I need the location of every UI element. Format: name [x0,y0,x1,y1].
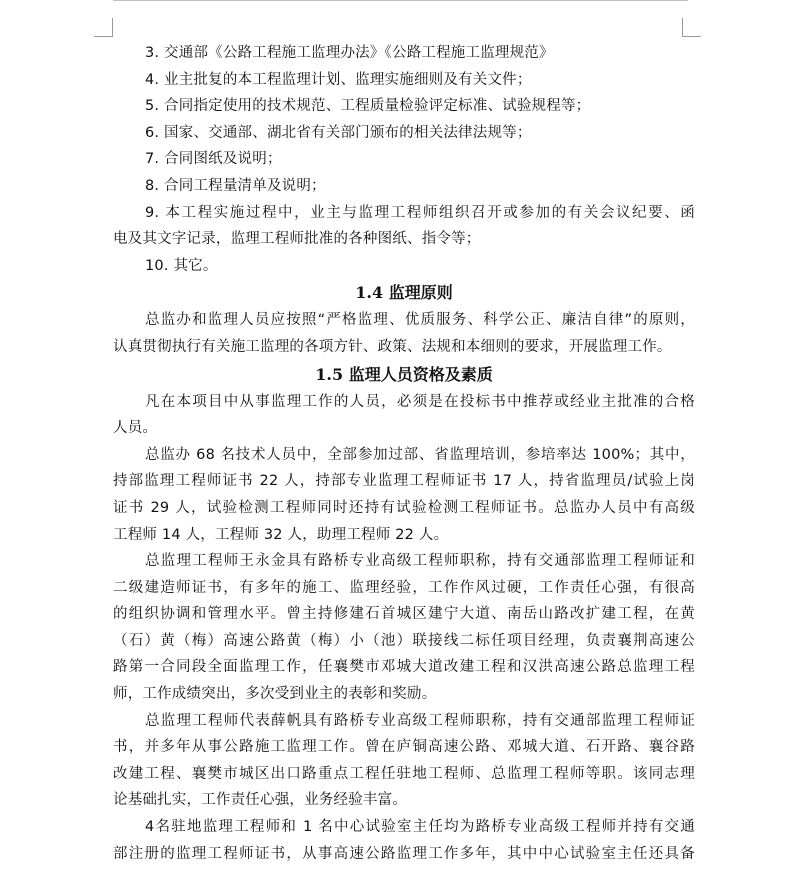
section-heading: 1.5 监理人员资格及素质 [315,364,493,384]
paragraph-line: 论基础扎实，工作责任心强，业务经验丰富。 [113,792,407,809]
list-item: 8. 合同工程量清单及说明； [145,177,326,194]
paragraph-line: 工程师 14 人，工程师 32 人，助理工程师 22 人。 [113,526,449,543]
paragraph-line: 总监理工程师王永金具有路桥专业高级工程师职称，持有交通部监理工程师证和 [145,553,695,570]
paragraph-line: 二级建造师证书，有多年的施工、监理经验，工作作风过硬，工作责任心强，有很高 [113,579,695,596]
paragraph-line: 人员。 [113,420,158,437]
list-item: 5. 合同指定使用的技术规范、工程质量检验评定标准、试验规程等； [145,98,591,115]
left-crop-mark [94,18,113,37]
right-crop-mark [682,18,701,37]
paragraph-line: 的组织协调和管理水平。曾主持修建石首城区建宁大道、南岳山路改扩建工程，在黄 [113,606,695,623]
paragraph-line: 改建工程、襄樊市城区出口路重点工程任驻地工程师、总监理工程师等职。该同志理 [113,765,695,782]
paragraph-line: 总监理工程师代表薛帆具有路桥专业高级工程师职称，持有交通部监理工程师证 [145,712,695,729]
list-item: 10. 其它。 [145,257,218,274]
paragraph-line: 认真贯彻执行有关施工监理的各项方针、政策、法规和本细则的要求，开展监理工作。 [113,338,672,355]
paragraph-line: 证书 29 人，试验检测工程师同时还持有试验检测工程师证书。总监办人员中有高级 [113,499,695,516]
paragraph-line: 4名驻地监理工程师和 1 名中心试验室主任均为路桥专业高级工程师并持有交通 [145,819,695,836]
paragraph-line: 电及其文字记录，监理工程师批准的各种图纸、指令等； [113,231,481,248]
page-top-margin-line [113,0,688,1]
list-item: 7. 合同图纸及说明； [145,151,282,168]
list-item: 6. 国家、交通部、湖北省有关部门颁布的相关法律法规等； [145,124,532,141]
paragraph-line: 凡在本项目中从事监理工作的人员，必须是在投标书中推荐或经业主批准的合格 [145,393,695,410]
paragraph-line: （石）黄（梅）高速公路黄（梅）小（池）联接线二标任项目经理，负责襄荆高速公 [113,632,695,649]
list-item: 4. 业主批复的本工程监理计划、监理实施细则及有关文件； [145,71,532,88]
document-body [113,40,695,867]
paragraph-line: 部注册的监理工程师证书，从事高速公路监理工作多年，其中中心试验室主任还具备 [113,845,695,862]
paragraph-line: 总监办和监理人员应按照“严格监理、优质服务、科学公正、廉洁自律”的原则， [145,312,695,329]
paragraph-line: 师，工作成绩突出，多次受到业主的表彰和奖励。 [113,686,437,703]
list-item: 3. 交通部《公路工程施工监理办法》《公路工程施工监理规范》 [145,45,554,61]
list-item: 9. 本工程实施过程中，业主与监理工程师组织召开或参加的有关会议纪要、函 [145,204,695,221]
paragraph-line: 路第一合同段全面监理工作，任襄樊市邓城大道改建工程和汉洪高速公路总监理工程 [113,659,695,676]
paragraph-line: 持部监理工程师证书 22 人，持部专业监理工程师证书 17 人，持省监理员/试验上岗 [113,473,695,490]
section-heading: 1.4 监理原则 [355,283,453,303]
paragraph-line: 总监办 68 名技术人员中，全部参加过部、省监理培训，参培率达 100%；其中， [145,446,695,463]
paragraph-line: 书，并多年从事公路施工监理工作。曾在庐铜高速公路、邓城大道、石开路、襄谷路 [113,739,695,756]
